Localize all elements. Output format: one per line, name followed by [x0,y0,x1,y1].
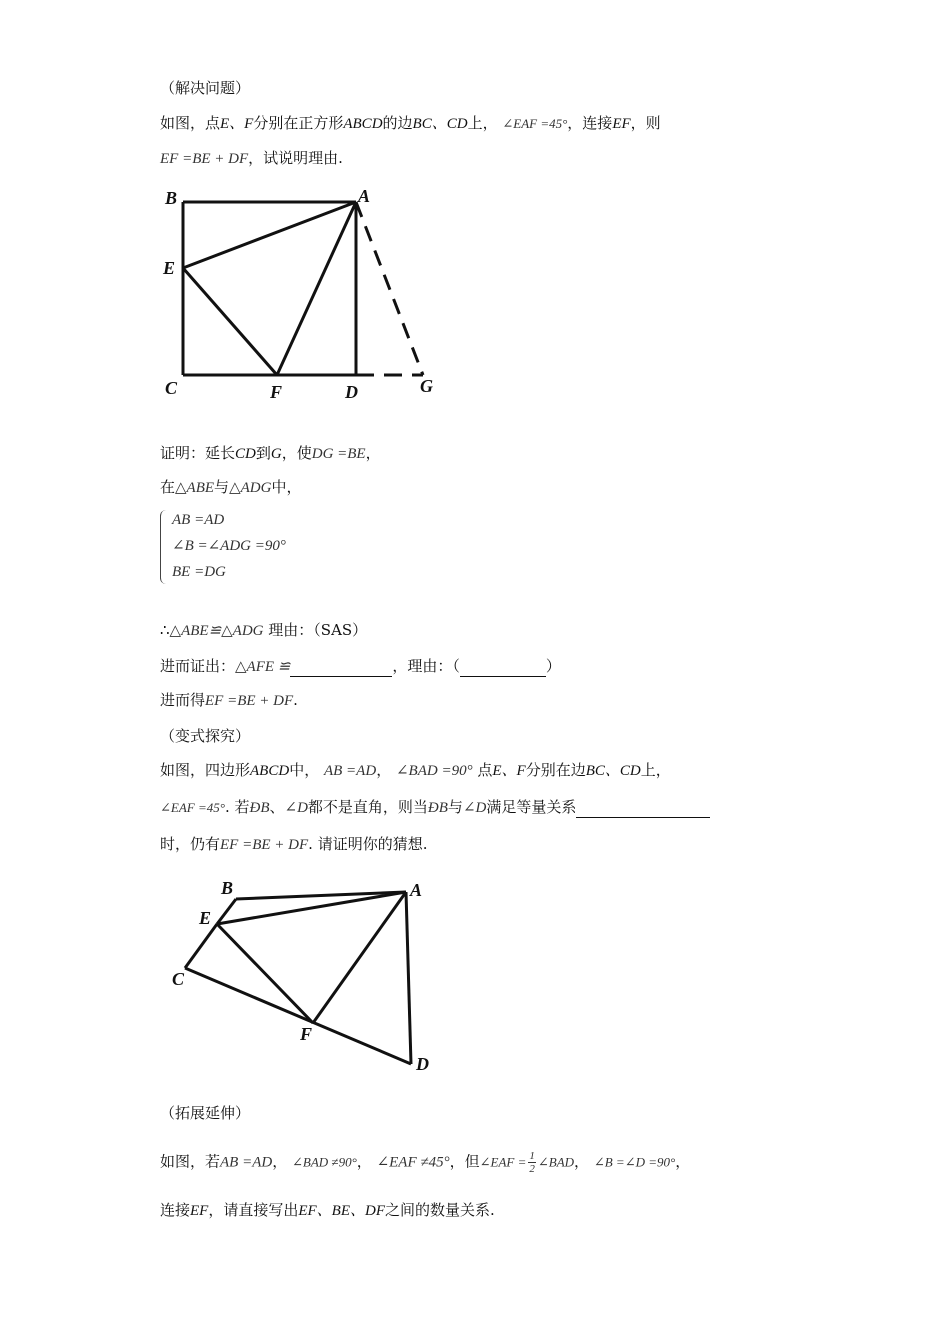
proof-line-4: 进而证出：△AFE ≌ ，理由：（ ） [160,657,561,675]
answer-blank-triangle[interactable] [290,660,392,677]
proof-line-2: 在△ABE与△ADG中， [160,478,302,496]
label-f: F [300,1024,313,1044]
label-b: B [165,188,178,208]
condition-be-dg: BE =DG [172,564,226,580]
section-title-solve: （解决问题） [160,79,251,97]
variant-line-2: ∠EAF =45°. 若ÐB、∠D都不是直角，则当ÐB与∠D满足等量关系 [160,797,710,818]
label-e: E [163,258,176,278]
extension-line-1: 如图，若AB =AD， ∠BAD ≠90°， ∠EAF ≠45°，但∠EAF = $\frac{1}{2}$ ∠BAD， ∠B =∠D =90°， [160,1150,691,1175]
label-c: C [172,969,185,989]
figure-square-abcd [155,180,455,410]
label-g: G [420,376,433,396]
variant-line-1: 如图，四边形ABCD中， AB =AD， ∠BAD =90° 点E、F分别在边BC、CD上， [160,761,671,779]
segment-ag-dashed [356,202,423,375]
label-a: A [358,186,371,206]
proof-line-5: 进而得EF =BE + DF. [160,691,298,709]
label-d: D [416,1054,429,1074]
left-brace [160,510,167,584]
segment-ef [183,268,277,375]
section-title-variant: （变式探究） [160,727,251,745]
problem-statement-line-2: EF =BE + DF，试说明理由. [160,149,343,167]
extension-line-2: 连接EF，请直接写出EF、BE、DF之间的数量关系. [160,1201,495,1219]
fraction-one-half: $\frac{1}{2}$ [529,1150,535,1175]
label-e: E [199,908,212,928]
answer-blank-relation[interactable] [576,801,710,818]
proof-line-1: 证明：延长CD到G，使DG =BE， [160,444,381,462]
segment-ef [217,924,313,1023]
proof-line-3: ∴△ABE≌△ADG 理由：（SAS） [160,621,368,639]
label-f: F [270,382,283,402]
figure-quadrilateral-abcd [160,872,450,1082]
label-a: A [410,880,423,900]
label-d: D [345,382,358,402]
segment-ec [185,924,217,968]
condition-angle-b-adg: ∠B =∠ADG =90° [172,538,286,554]
condition-ab-ad: AB =AD [172,512,225,528]
problem-statement-line-1: 如图，点E、F分别在正方形ABCD的边BC、CD上， ∠EAF =45°，连接EF，则 [160,114,661,132]
segment-af [313,892,406,1023]
section-title-extension: （拓展延伸） [160,1104,251,1122]
segment-cd [185,968,411,1064]
answer-blank-reason[interactable] [460,660,546,677]
label-c: C [165,378,178,398]
label-b: B [221,878,234,898]
segment-ad [406,892,411,1064]
variant-line-3: 时，仍有EF =BE + DF. 请证明你的猜想. [160,835,428,853]
